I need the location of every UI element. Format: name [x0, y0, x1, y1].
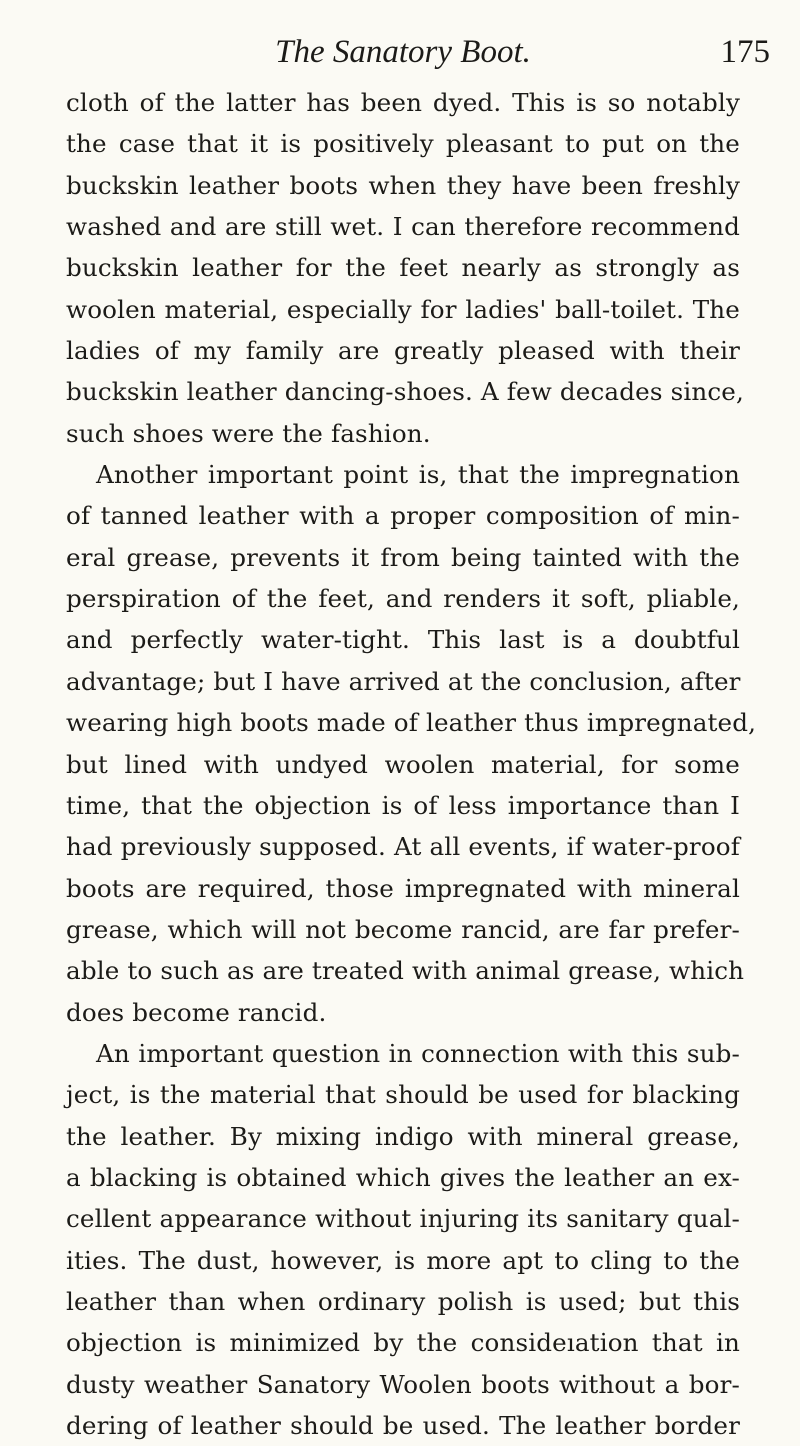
text-line: had previously supposed. At all events, if water-proof: [66, 832, 740, 862]
text-line: cellent appearance without injuring its sanitary qual-: [66, 1204, 740, 1234]
text-line: advantage; but I have arrived at the conclusion, after: [66, 666, 741, 696]
text-line: of tanned leather with a proper composition of min-: [66, 501, 740, 531]
text-line: and perfectly water-tight. This last is a doubtful: [66, 625, 740, 655]
text-line: cloth of the latter has been dyed. This is so notably: [66, 88, 740, 117]
text-line: dering of leather should be used. The leather border: [66, 1411, 740, 1440]
text-line: Another important point is, that the impregnation: [96, 460, 740, 490]
text-line: the leather. By mixing indigo with mineral grease,: [66, 1121, 740, 1151]
text-line: a blacking is obtained which gives the leather an ex-: [66, 1162, 740, 1192]
text-line: the case that it is positively pleasant to put on the: [66, 129, 740, 159]
text-line: objection is minimized by the consideıation that in: [66, 1328, 740, 1358]
text-line: dusty weather Sanatory Woolen boots without a bor-: [66, 1369, 740, 1399]
text-line: grease, which will not become rancid, are far prefer-: [66, 914, 740, 944]
text-line: ject, is the material that should be used for blacking: [66, 1080, 740, 1110]
text-line: does become rancid.: [66, 997, 327, 1027]
text-line: able to such as are treated with animal grease, which: [66, 956, 745, 986]
running-title: The Sanatory Boot.: [275, 34, 531, 70]
text-line: buckskin leather boots when they have been freshly: [66, 170, 740, 200]
body-text: [66, 82, 757, 1446]
text-line: ities. The dust, however, is more apt to cling to the: [66, 1245, 740, 1275]
text-line: perspiration of the feet, and renders it soft, pliable,: [66, 584, 740, 614]
text-line: woolen material, especially for ladies' ball-toilet. The: [66, 294, 740, 324]
text-line: such shoes were the fashion.: [66, 418, 431, 448]
text-line: washed and are still wet. I can therefore recommend: [66, 212, 740, 242]
text-line: eral grease, prevents it from being tainted with the: [66, 542, 740, 572]
text-line: but lined with undyed woolen material, for some: [66, 749, 740, 779]
page-number: 175: [720, 34, 770, 70]
text-line: An important question in connection with this sub-: [96, 1038, 740, 1068]
text-line: boots are required, those impregnated with mineral: [66, 873, 740, 903]
text-line: wearing high boots made of leather thus impregnated,: [66, 708, 757, 738]
text-line: time, that the objection is of less importance than I: [66, 790, 740, 820]
text-line: buckskin leather dancing-shoes. A few decades since,: [66, 377, 744, 407]
text-line: buckskin leather for the feet nearly as strongly as: [66, 253, 740, 283]
text-line: ladies of my family are greatly pleased with their: [66, 336, 740, 366]
text-line: leather than when ordinary polish is used; but this: [66, 1286, 740, 1316]
page-header: [0, 32, 800, 72]
